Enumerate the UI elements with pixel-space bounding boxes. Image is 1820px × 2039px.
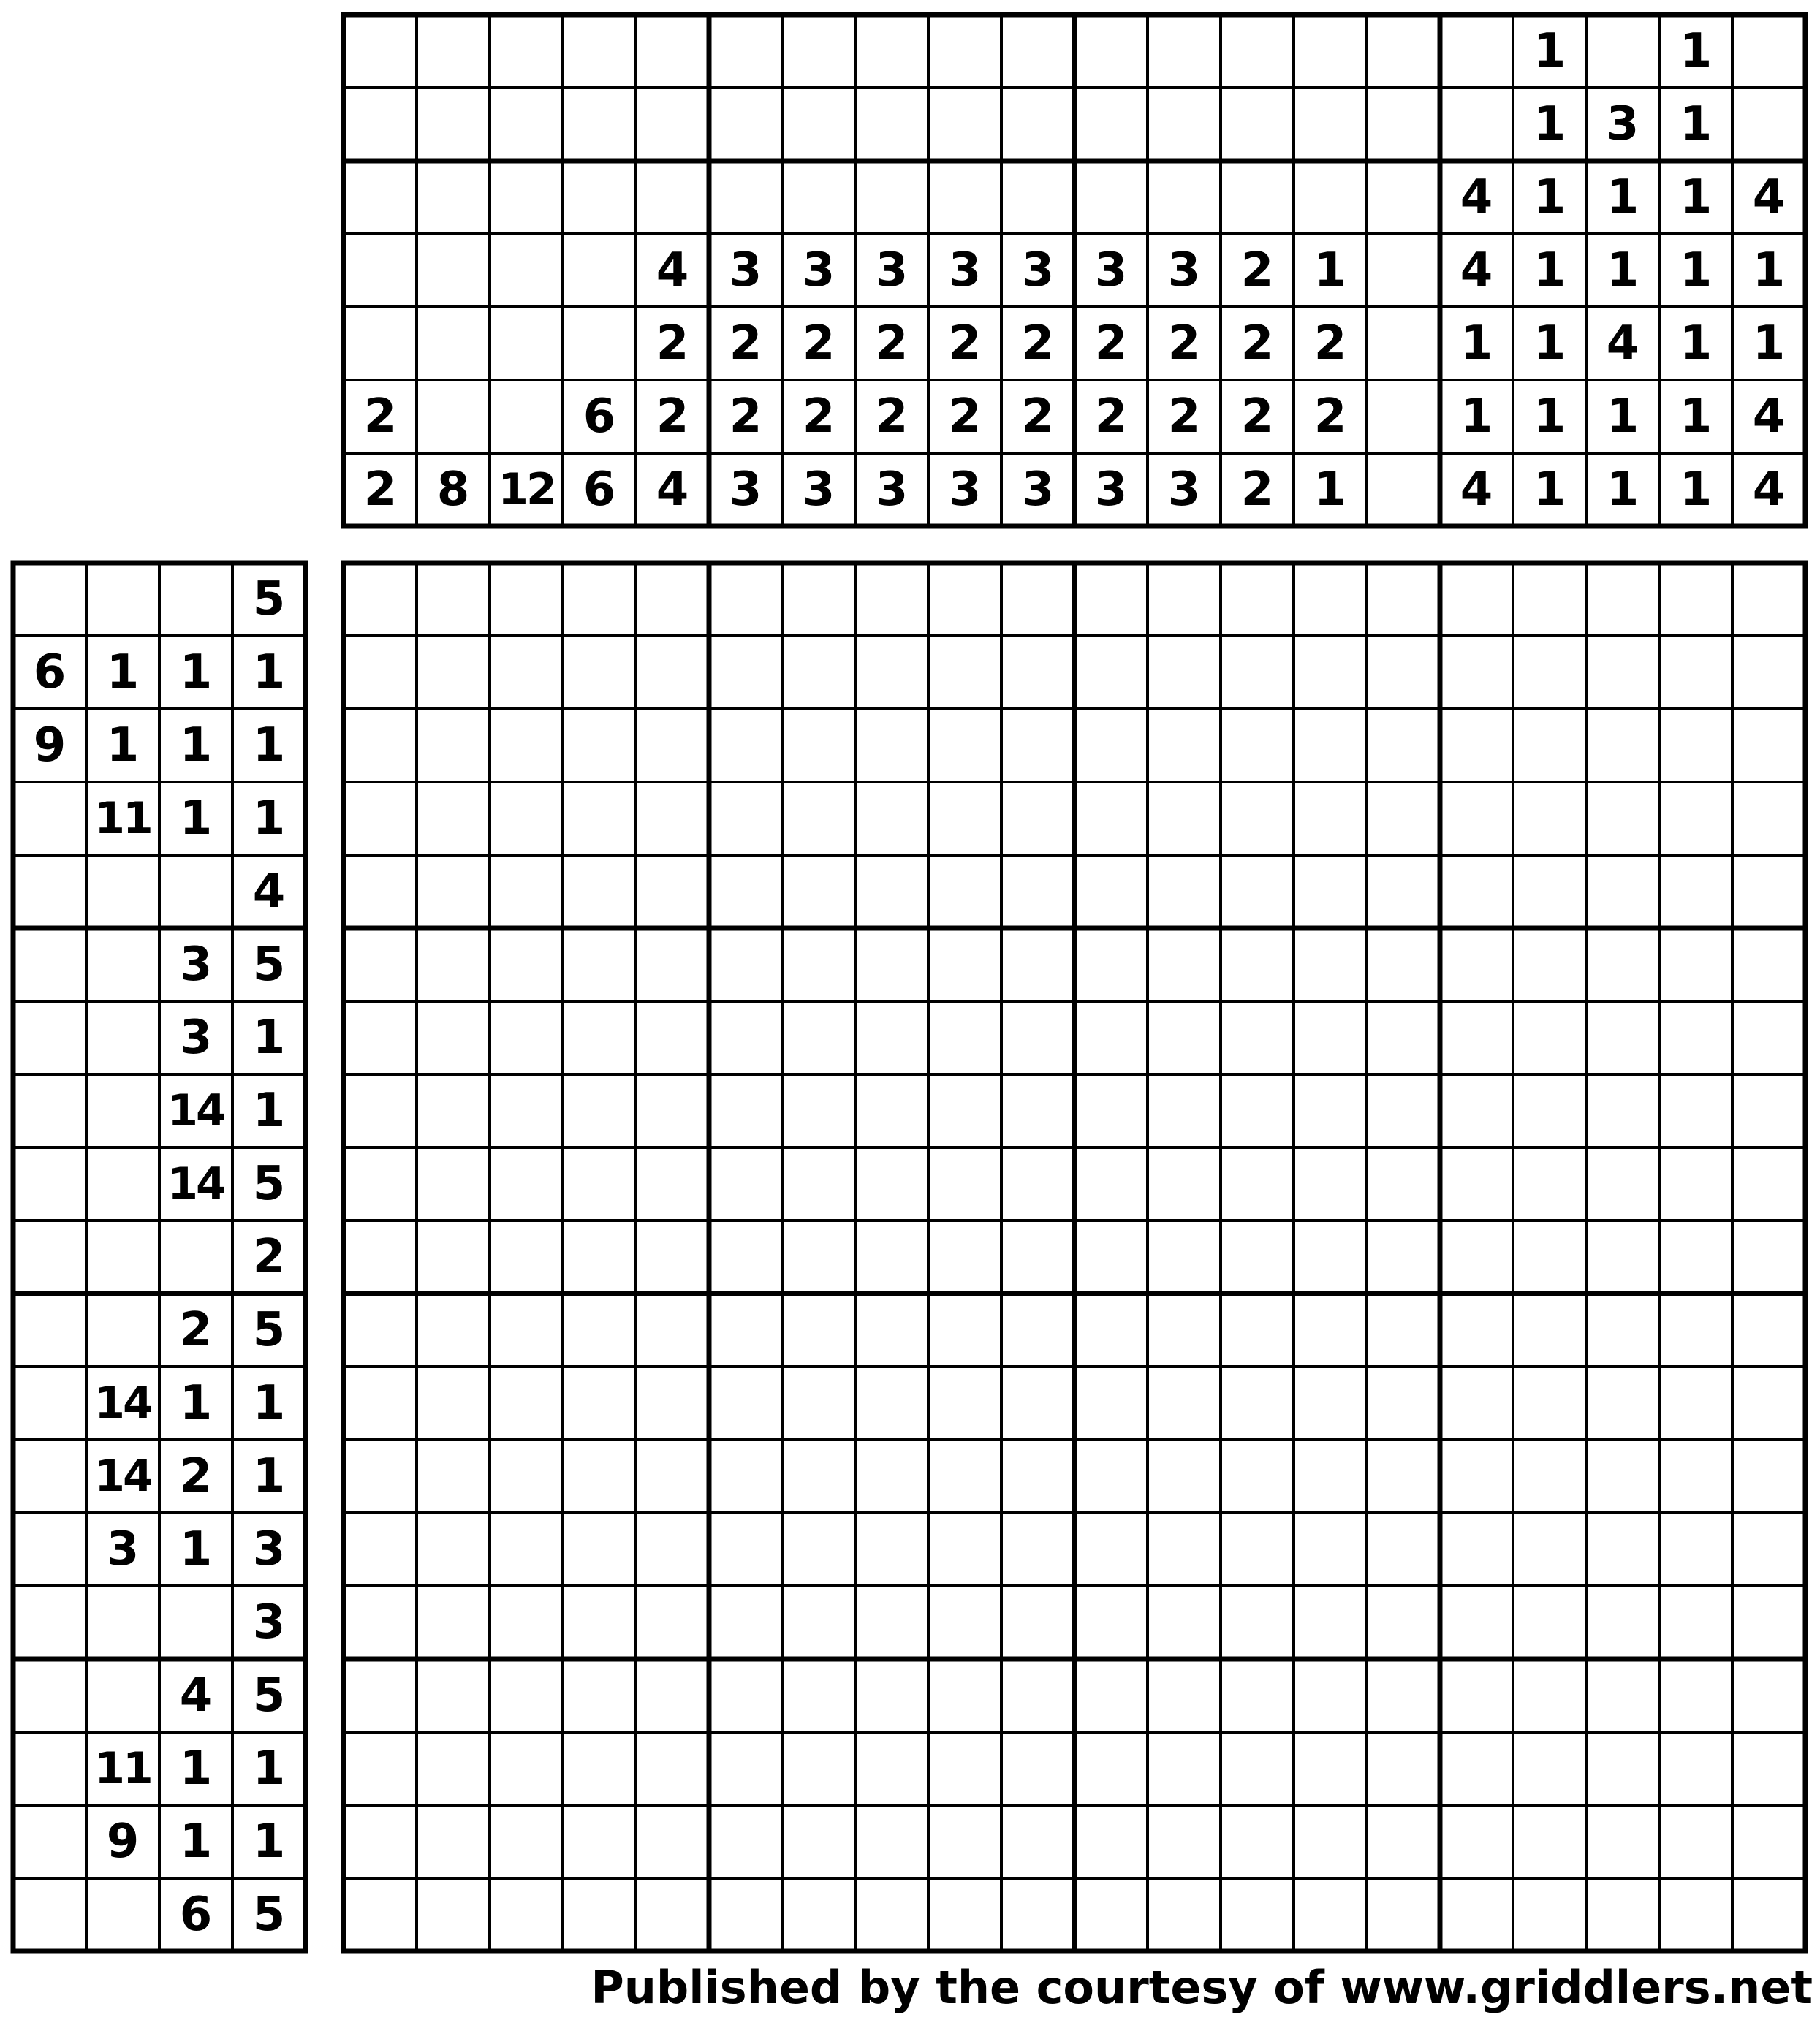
row-clue-number: 6 bbox=[33, 645, 67, 699]
row-clue-number: 4 bbox=[252, 865, 286, 919]
row-clue-number: 3 bbox=[106, 1522, 140, 1576]
row-clue-number: 5 bbox=[252, 1888, 286, 1942]
row-clue-number: 3 bbox=[252, 1595, 286, 1649]
column-clue-number: 1 bbox=[1679, 316, 1713, 371]
row-clue-number: 5 bbox=[252, 938, 286, 992]
column-clue-number: 1 bbox=[1679, 97, 1713, 151]
column-clue-number: 2 bbox=[948, 390, 982, 444]
column-clue-number: 1 bbox=[1533, 316, 1566, 371]
row-clue-number: 14 bbox=[94, 1451, 151, 1502]
row-clue-number: 5 bbox=[252, 1668, 286, 1723]
column-clue-number: 2 bbox=[1240, 243, 1274, 297]
column-clue-number: 2 bbox=[1313, 316, 1347, 371]
column-clue-number: 6 bbox=[583, 463, 616, 517]
column-clue-number: 2 bbox=[1021, 316, 1055, 371]
column-clue-number: 4 bbox=[1460, 463, 1493, 517]
row-clue-number: 1 bbox=[252, 791, 286, 846]
row-clue-number: 1 bbox=[252, 1742, 286, 1796]
column-clue-number: 2 bbox=[656, 316, 689, 371]
column-clue-number: 1 bbox=[1606, 463, 1639, 517]
column-clue-number: 1 bbox=[1679, 243, 1713, 297]
column-clue-number: 1 bbox=[1533, 170, 1566, 224]
row-clue-number: 1 bbox=[179, 1815, 213, 1869]
row-clue-number: 1 bbox=[252, 1011, 286, 1065]
row-clue-number: 2 bbox=[179, 1303, 213, 1357]
row-clue-number: 9 bbox=[33, 718, 67, 772]
row-clue-number: 9 bbox=[106, 1815, 140, 1869]
column-clue-number: 2 bbox=[729, 316, 762, 371]
column-clue-number: 12 bbox=[498, 464, 555, 515]
column-clue-number: 2 bbox=[1021, 390, 1055, 444]
column-clue-number: 3 bbox=[875, 243, 909, 297]
row-clue-number: 4 bbox=[179, 1668, 213, 1723]
courtesy-footer: Published by the courtesy of www.griddlers.net bbox=[591, 1961, 1813, 2014]
row-clue-number: 14 bbox=[167, 1158, 224, 1210]
column-clue-number: 4 bbox=[656, 243, 689, 297]
column-clue-number: 2 bbox=[1240, 316, 1274, 371]
row-clue-number: 3 bbox=[252, 1522, 286, 1576]
column-clue-number: 3 bbox=[729, 243, 762, 297]
column-clue-number: 3 bbox=[1094, 243, 1128, 297]
column-clue-number: 2 bbox=[875, 390, 909, 444]
column-clue-number: 2 bbox=[656, 390, 689, 444]
row-clue-number: 1 bbox=[179, 791, 213, 846]
column-clue-number: 2 bbox=[1240, 463, 1274, 517]
row-clue-number: 2 bbox=[252, 1230, 286, 1284]
column-clue-number: 3 bbox=[1167, 243, 1201, 297]
row-clue-number: 5 bbox=[252, 1157, 286, 1211]
column-clue-number: 2 bbox=[1240, 390, 1274, 444]
column-clue-number: 2 bbox=[875, 316, 909, 371]
column-clue-number: 8 bbox=[436, 463, 470, 517]
column-clue-number: 1 bbox=[1533, 24, 1566, 78]
column-clue-number: 4 bbox=[1752, 463, 1786, 517]
column-clue-number: 6 bbox=[583, 390, 616, 444]
solution-grid bbox=[344, 563, 1805, 1951]
column-clue-number: 3 bbox=[729, 463, 762, 517]
row-clue-area bbox=[13, 563, 306, 1951]
column-clue-number: 1 bbox=[1533, 97, 1566, 151]
row-clue-number: 11 bbox=[94, 1743, 151, 1794]
column-clue-number: 2 bbox=[1167, 316, 1201, 371]
row-clue-number: 1 bbox=[106, 645, 140, 699]
column-clue-number: 2 bbox=[363, 390, 397, 444]
column-clue-number: 4 bbox=[1606, 316, 1639, 371]
row-clue-number: 1 bbox=[252, 1376, 286, 1430]
row-clue-number: 5 bbox=[252, 1303, 286, 1357]
column-clue-number: 4 bbox=[1460, 170, 1493, 224]
column-clue-number: 2 bbox=[1313, 390, 1347, 444]
column-clue-number: 2 bbox=[729, 390, 762, 444]
column-clue-number: 1 bbox=[1752, 316, 1786, 371]
column-clue-number: 3 bbox=[948, 463, 982, 517]
column-clue-number: 3 bbox=[802, 243, 835, 297]
row-clue-number: 1 bbox=[252, 1815, 286, 1869]
row-clue-number: 14 bbox=[167, 1085, 224, 1136]
column-clue-number: 2 bbox=[802, 316, 835, 371]
column-clue-number: 2 bbox=[1167, 390, 1201, 444]
column-clue-number: 4 bbox=[1752, 390, 1786, 444]
column-clue-number: 1 bbox=[1533, 243, 1566, 297]
column-clue-number: 3 bbox=[1021, 243, 1055, 297]
column-clue-number: 1 bbox=[1679, 170, 1713, 224]
row-clue-number: 3 bbox=[179, 1011, 213, 1065]
row-clue-number: 1 bbox=[252, 1449, 286, 1503]
row-clue-number: 14 bbox=[94, 1378, 151, 1429]
column-clue-number: 2 bbox=[1094, 316, 1128, 371]
row-clue-number: 1 bbox=[252, 718, 286, 772]
row-clue-number: 1 bbox=[179, 1742, 213, 1796]
row-clue-number: 1 bbox=[179, 718, 213, 772]
row-clue-number: 3 bbox=[179, 938, 213, 992]
column-clue-number: 1 bbox=[1679, 390, 1713, 444]
column-clue-number: 4 bbox=[1752, 170, 1786, 224]
column-clue-number: 4 bbox=[1460, 243, 1493, 297]
column-clue-number: 1 bbox=[1533, 463, 1566, 517]
row-clue-number: 1 bbox=[179, 645, 213, 699]
row-clue-number: 1 bbox=[179, 1376, 213, 1430]
column-clue-number: 1 bbox=[1679, 24, 1713, 78]
column-clue-number: 3 bbox=[1094, 463, 1128, 517]
column-clue-number: 1 bbox=[1460, 390, 1493, 444]
row-clue-number: 1 bbox=[252, 1084, 286, 1138]
column-clue-number: 4 bbox=[656, 463, 689, 517]
column-clue-number: 1 bbox=[1313, 243, 1347, 297]
column-clue-number: 1 bbox=[1752, 243, 1786, 297]
row-clue-number: 11 bbox=[94, 793, 151, 844]
row-clue-number: 1 bbox=[179, 1522, 213, 1576]
column-clue-number: 3 bbox=[1606, 97, 1639, 151]
row-clue-number: 6 bbox=[179, 1888, 213, 1942]
column-clue-number: 3 bbox=[802, 463, 835, 517]
row-clue-number: 1 bbox=[106, 718, 140, 772]
column-clue-number: 1 bbox=[1313, 463, 1347, 517]
row-clue-number: 5 bbox=[252, 572, 286, 626]
column-clue-number: 3 bbox=[948, 243, 982, 297]
column-clue-number: 2 bbox=[1094, 390, 1128, 444]
column-clue-number: 1 bbox=[1606, 243, 1639, 297]
column-clue-number: 2 bbox=[948, 316, 982, 371]
column-clue-number: 1 bbox=[1533, 390, 1566, 444]
column-clue-number: 3 bbox=[1021, 463, 1055, 517]
column-clue-number: 3 bbox=[875, 463, 909, 517]
column-clue-number: 1 bbox=[1679, 463, 1713, 517]
column-clue-number: 1 bbox=[1606, 170, 1639, 224]
row-clue-number: 1 bbox=[252, 645, 286, 699]
column-clue-area bbox=[344, 15, 1805, 526]
column-clue-number: 1 bbox=[1460, 316, 1493, 371]
column-clue-number: 2 bbox=[363, 463, 397, 517]
column-clue-number: 2 bbox=[802, 390, 835, 444]
column-clue-number: 1 bbox=[1606, 390, 1639, 444]
row-clue-number: 2 bbox=[179, 1449, 213, 1503]
column-clue-number: 3 bbox=[1167, 463, 1201, 517]
